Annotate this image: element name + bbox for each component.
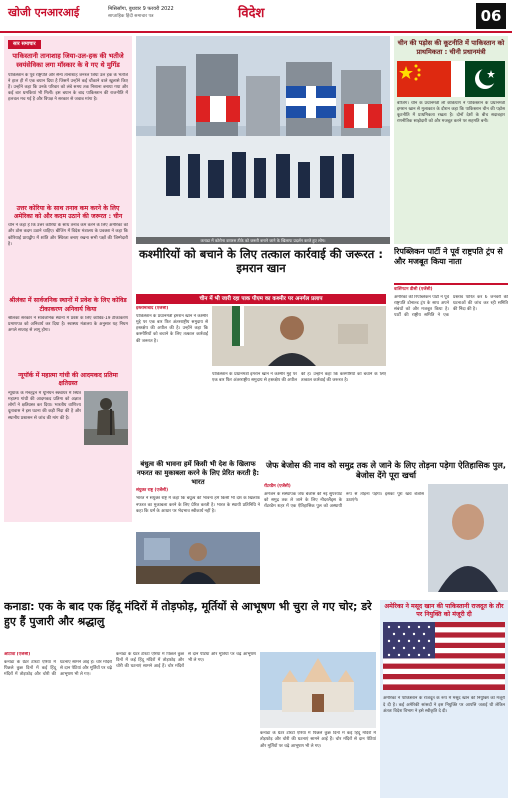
story2-body: चीन ने कहा है कि उत्तर कोरिया के साथ तनाव कम करने के लिए अमेरिका को और ठोस कदम उठाने चाहिए। बीजिंग में विदेश मंत्रालय के प्रवक्ता ने कहा कि कोरियाई प्रायद्वीप में शांति और स्थिरता बनाए रखना सभी पक्षों की जिम्मेदारी है। [8,223,128,247]
bezos-headline: जेफ बेजोस की नाव को समुद्र तक ले जाने के लिए तोड़ना पड़ेगा ऐतिहासिक पुल, बेजोस देंगे पूरा खर्चा [266,460,506,481]
china-headline: चीन की पड़ोस की कूटनीति में पाकिस्तान को प्राथमिकता : चीनी प्रधानमंत्री [397,39,505,56]
kashmir-headline: कश्मीरियों को बचाने के लिए तत्काल कार्रवाई की जरूरत : इमरान खान [139,247,383,276]
page-number: 06 [476,3,506,29]
protest-photo-caption: कनाडा में कोरोना वायरस टीके को जरूरी बनाने जाने के खिलाफ प्रदर्शन करते हुए लोग। [136,237,390,244]
masood-khan-body: अमेरिका ने पाकिस्तान के राजदूत के रूप में मसूद खान की नियुक्ति को मंजूरी दे दी है। कई अमेरिकी सांसदों ने इस नियुक्ति पर आपत्ति जताई थी लेकिन अंततः विदेश विभाग ने इसे स्वीकृति दे दी। [383,696,505,714]
kashmir-body: पाकिस्तान के प्रधानमंत्री इमरान खान ने कश्मीर मुद्दे पर एक बार फिर अंतरराष्ट्रीय समुदाय से हस्तक्षेप की अपील की है। उन्होंने कहा कि कश्मीरियों को बचाने के लिए तत्काल कार्रवाई की जरूरत है। [136,313,208,344]
republican-headline: रिपब्लिकन पार्टी ने पूर्व राष्ट्रपति ट्रंप से और मजबूत किया नाता [394,247,503,266]
un-meeting-photo [136,532,260,584]
sub-line: साप्ताहिक हिंदी समाचार पत्र [108,14,154,19]
china-body: बीजिंग। चीन के प्रधानमंत्री ली केकियांग ने पाकिस्तान के प्रधानमंत्री इमरान खान से मुलाकात के दौरान कहा कि पाकिस्तान चीन की पड़ोस कूटनीति में प्राथमिकता रखता है। दोनों देशों के बीच सदाबहार रणनीतिक साझेदारी को और मजबूत करने पर सहमति बनी। [397,100,505,125]
kashmir-story [136,306,386,458]
canada-story [4,652,376,798]
paper-name: खोजी एनआरआई [8,6,80,19]
republican-byline: वाशिंगटन डीसी (एजेंसी) [394,287,433,292]
kashmir-ribbon: चीन में भी जारी रहा पाक पीएम का कश्मीर पर अनर्गल प्रलाप [136,294,386,304]
china-flag-icon [397,61,451,97]
story4-body: न्यूयॉर्क के मैनहट्टन में यूनियन स्क्वायर में स्थित महात्मा गांधी की आदमकद प्रतिमा को अज्ञात लोगों ने क्षतिग्रस्त कर दिया। भारतीय वाणिज्य दूतावास ने इस घटना की कड़ी निंदा की है और स्थानीय प्रशासन से जांच की मांग की है। [8,390,81,421]
story3-body: श्रीलंका सरकार ने सार्वजनिक स्थानों में प्रवेश के लिए कोविड-19 टीकाकरण प्रमाणपत्र को अनिवार्य कर दिया है। स्वास्थ्य मंत्रालय के अनुसार यह नियम अगले सप्ताह से लागू होगा। [8,315,128,334]
us-flag-icon [383,622,505,690]
china-story [394,36,508,244]
story1-body: पाकिस्तान के पूर्व राष्ट्रपति और सैन्य तानाशाह जनरल जिया उल हक के भतीजे ने हाल ही में एक बयान दिया है जिसमें उन्होंने कई चौंकाने वाले खुलासे किए हैं। उन्होंने कहा कि उनके परिवार को लंबे समय तक निशाना बनाया गया और कई बार धमकियां भी मिलीं। इस बयान के बाद पाकिस्तान की राजनीति में हलचल मच गई है और विपक्ष ने सरकार से जवाब मांगा है। [8,72,128,103]
canada-headline: कनाडा: एक के बाद एक हिंदू मंदिरों में तोड़फोड़, मूर्तियों से आभूषण भी चुरा ले गए चोर; डरे हुए हैं पुजारी और श्रद्धालु [4,600,372,628]
kashmir-byline: इस्लामाबाद (एजेंसी) [136,306,169,311]
india-un-story [136,460,260,596]
story1-headline: पाकिस्तानी तानाशाह जिया-उल-हक की भतीजे स्वयंसेविका लगा मॉस्कार के वे गए थे मुर्गिड [12,51,124,69]
left-news-column [4,36,132,522]
canada-body-tail: कनाडा के ग्रेटर टोरंटो एरिया में पिछले कुछ दिनों में कई हिंदू मंदिरों में तोड़फोड़ और चोरी की घटनाएं सामने आई हैं। चोर मंदिरों से दान पेटियां और मूर्तियों पर चढ़े आभूषण भी ले गए। [260,731,376,749]
canada-byline: ओटावा (एजेंसी) [4,652,31,657]
section-title: विदेश [238,6,265,21]
india-un-headline: बंधुत्व की भावना हमें किसी भी देश के खिलाफ नफरत का मुकाबला करने के लिए प्रेरित करती है: भारत [136,460,260,486]
kashmir-body-continued: पाकिस्तान के प्रधानमंत्री इमरान खान ने कश्मीर मुद्दे पर एक बार फिर अंतरराष्ट्रीय समुदाय से हस्तक्षेप की अपील की है। उन्होंने कहा कि कश्मीरियों को बचाने के लिए तत्काल कार्रवाई की जरूरत है। [212,372,386,384]
story4-headline: न्यूयॉर्क में महात्मा गांधी की आदमकद प्रतिमा क्षतिग्रस्त [18,371,118,388]
canada-body: कनाडा के ग्रेटर टोरंटो एरिया में पिछले कुछ दिनों में कई हिंदू मंदिरों में तोड़फोड़ और चोरी की घटनाएं सामने आई हैं। चोर मंदिरों से दान पेटियां और मूर्तियों पर चढ़े आभूषण भी ले गए। [4,659,112,678]
bezos-photo [428,484,508,592]
masood-khan-story [380,600,508,798]
masood-khan-headline: अमेरिका ने मसूद खान की पाकिस्तानी राजदूत के तौर पर नियुक्ति को मंजूरी दी [384,603,504,619]
gandhi-statue-photo [84,391,128,445]
bezos-byline: रॉटरडैम (एजेंसी) [264,484,291,489]
republican-body: अमेरिका की रिपब्लिकन पार्टी ने पूर्व राष्ट्रपति डोनाल्ड ट्रंप के साथ अपने संबंधों को और मजबूत किया है। पार्टी की राष्ट्रीय समिति ने एक प्रस्ताव पारित कर 6 जनवरी की घटनाओं की जांच कर रही समिति की निंदा की है। [394,294,508,319]
protest-photo-image [136,36,390,244]
republican-story [394,247,508,457]
imran-khan-photo [212,306,386,366]
story3-headline: श्रीलंका में सार्वजनिक स्थानों में प्रवेश के लिए कोविड टीकाकरण अनिवार्य किया [9,297,127,313]
story2-headline: उत्तर कोरिया के साथ तनाव कम करने के लिए अमेरिका को और कदम उठाने की जरूरत : चीन [13,204,123,220]
canada-body-continued: कनाडा के ग्रेटर टोरंटो एरिया में पिछले कुछ दिनों में कई हिंदू मंदिरों में तोड़फोड़ और चोरी की घटनाएं सामने आई हैं। चोर मंदिरों से दान पेटियां और मूर्तियों पर चढ़े आभूषण भी ले गए। [116,652,256,670]
india-un-byline: संयुक्त राष्ट्र (एजेंसी) [136,488,169,494]
bezos-story [264,460,508,596]
pakistan-flag-icon [451,61,505,97]
hindu-temple-photo [260,652,376,728]
india-un-body: भारत ने संयुक्त राष्ट्र में कहा कि बंधुत्व की भावना हमें किसी भी देश के खिलाफ नफरत का मुकाबला करने के लिए प्रेरित करती है। भारत के स्थायी प्रतिनिधि ने कहा कि धर्म के आधार पर भेदभाव स्वीकार्य नहीं है। [136,496,260,514]
protest-photo [136,36,390,244]
date-line: मिसिसॉगा, बुधवार 9 फरवरी 2022 [108,6,174,12]
kashmir-headline-block [136,247,386,293]
masthead [0,0,512,33]
news-digest-tag: सार समाचार [8,40,41,49]
canada-headline-block [4,600,376,650]
bezos-body: अमेजन के संस्थापक जेफ बेजोस की नई सुपरयॉट को समुद्र तक ले जाने के लिए नीदरलैंड्स के रॉटरडैम शहर में एक ऐतिहासिक पुल को अस्थायी रूप से तोड़ना पड़ेगा। इसका पूरा खर्च बेजोस उठाएंगे। [264,491,424,510]
